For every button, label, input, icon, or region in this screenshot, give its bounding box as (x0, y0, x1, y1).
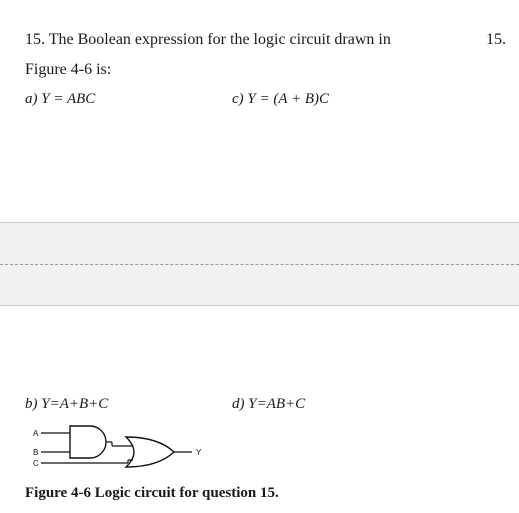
input-label-a: A (33, 429, 39, 438)
figure-caption: Figure 4-6 Logic circuit for question 15. (25, 485, 279, 501)
page-break-divider (0, 264, 519, 265)
option-d: d) Y=AB+C (232, 396, 306, 412)
input-label-b: B (33, 448, 39, 457)
question-number-right: 15. (486, 31, 506, 48)
input-label-c: C (33, 459, 39, 468)
option-a: a) Y = ABC (25, 91, 96, 107)
output-label-y: Y (196, 448, 202, 457)
or-gate (126, 437, 174, 467)
question-number: 15. (25, 31, 45, 48)
page-break-band (0, 222, 519, 306)
and-gate (70, 426, 106, 458)
question-text-line2: Figure 4-6 is: (25, 61, 112, 78)
question-line-1 (25, 31, 391, 49)
option-c: c) Y = (A + B)C (232, 91, 330, 107)
question-text-line1: The Boolean expression for the logic circuit drawn in (48, 31, 391, 48)
logic-circuit-diagram (28, 422, 218, 474)
option-b: b) Y=A+B+C (25, 396, 109, 412)
